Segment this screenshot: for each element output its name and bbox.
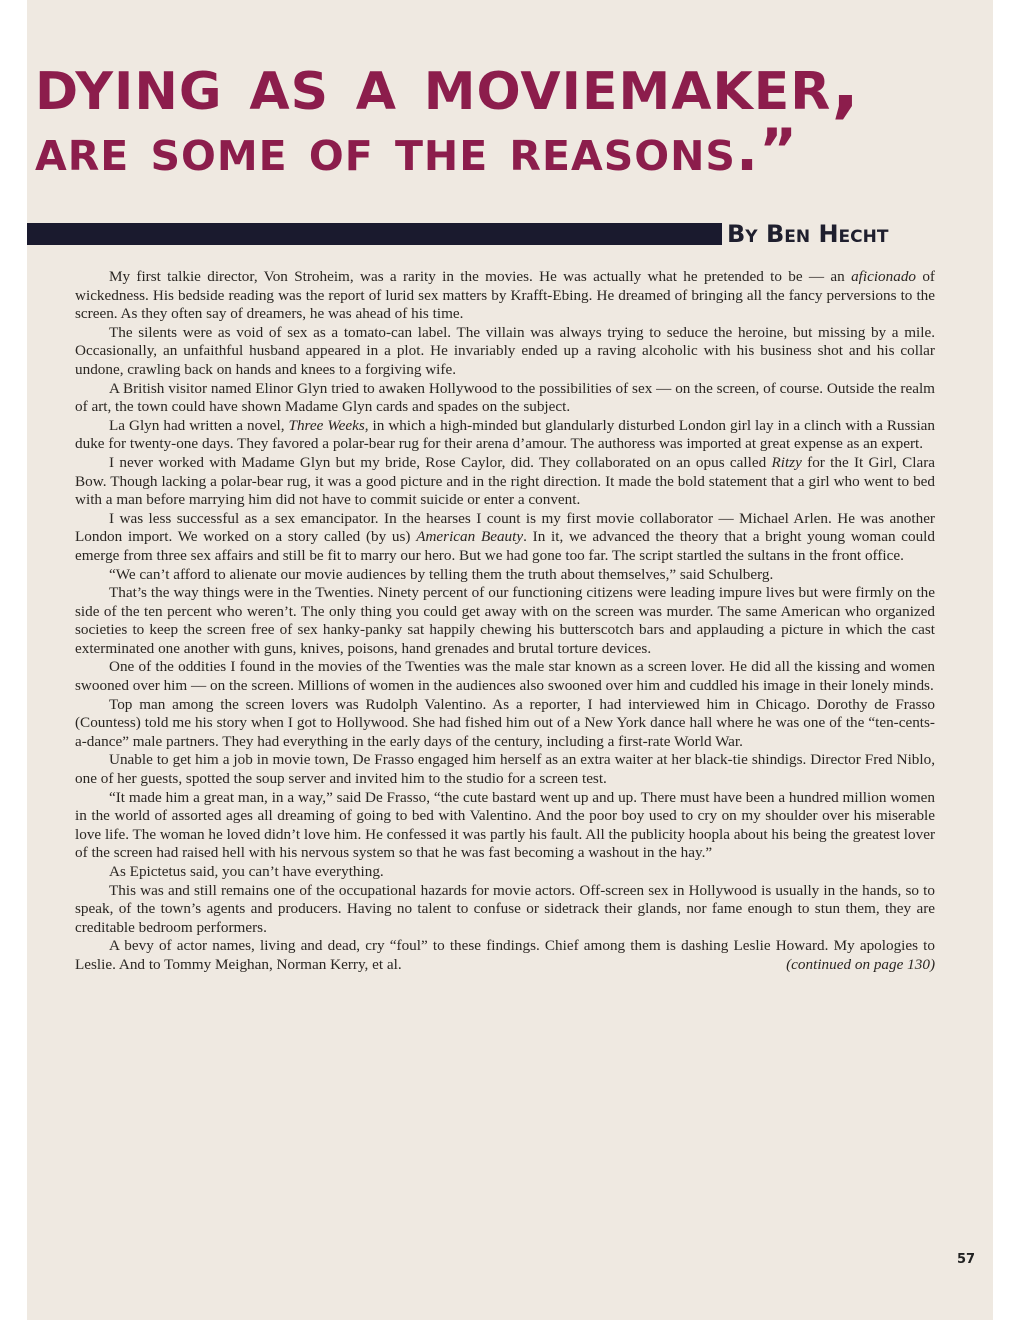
article-paragraph [75,454,935,510]
headline [35,41,985,184]
paragraph-text: My first talkie director, Von Stroheim, was a rarity in the movies. He was actually what he pretended to be — an [109,268,852,285]
paragraph-text: , in which a high-minded but glandularly disturbed London girl lay in a clinch with a Russian duke for twenty-one days. They favored a polar-bear rug for their arena d’amour. The authoress was imported at great expense as an expert. [75,416,935,453]
article-paragraph [75,751,935,788]
paragraph-text: I never worked with Madame Glyn but my bride, Rose Caylor, did. They collaborated on an opus called [109,453,772,471]
paragraph-text: of wickedness. His bedside reading was the report of lurid sex matters by Krafft-Ebing. He dreamed of bringing all the fancy perversions to the screen. As they often say of dreamers, he was ahead of his time. [75,268,935,323]
article-paragraph [75,789,935,863]
paragraph-text: That’s the way things were in the Twenties. Ninety percent of our functioning citizens were leading impure lives but were firmly on the side of the ten percent who weren’t. The only thing you could get away with on the screen was murder. The same American who organized societies to keep the screen free of sex hanky-panky sat happily chewing his butterscotch bars and applauding a picture in which the cast exterminated one another with guns, knives, poisons, hand grenades and brutal torture devices. [75,584,935,657]
article-paragraph [75,510,935,566]
paragraph-text: This was and still remains one of the occupational hazards for movie actors. Off-screen sex in Hollywood is usually in the hands, so to speak, of the town’s agents and producers. Having no talent to confuse or sidetrack their glands, nor fame enough to stun them, they are creditable bedroom performers. [75,881,935,936]
article-paragraph [75,324,935,380]
paragraph-text: Unable to get him a job in movie town, De Frasso engaged him herself as an extra waiter at her black-tie shindigs. Director Fred Niblo, one of her guests, spotted the soup server and invited him to the studio for a screen test. [75,751,935,788]
paragraph-text: . In it, we advanced the theory that a bright young woman could emerge from three sex affairs and still be fit to marry our hero. But we had gone too far. The script startled the sultans in the front office. [75,528,935,564]
article-paragraph [75,658,935,695]
byline: By Ben Hecht [727,220,889,248]
italic-title: Ritzy [771,453,802,471]
continued-note: (continued on page 130) [786,955,935,973]
article-paragraph [75,584,935,658]
headline-line-2: are some of the reasons.” [35,116,799,184]
article-paragraph [75,268,935,324]
article-paragraph [75,882,935,938]
paragraph-text: One of the oddities I found in the movies of the Twenties was the male star known as a screen lover. He did all the kissing and women swooned over him — on the screen. Millions of women in the audiences also swooned over him and cuddled his image in their lonely minds. [75,658,935,695]
paragraph-text: for the It Girl, Clara Bow. Though lacking a polar-bear rug, it was a good picture and in the right direction. It made the bold statement that a girl who went to bed with a man before marrying him did not have to commit suicide or enter a convent. [75,453,935,509]
article-body [75,268,935,975]
paragraph-text: La Glyn had written a novel, [109,416,289,434]
paragraph-text: As Epictetus said, you can’t have everything. [109,863,384,880]
paragraph-text: “We can’t afford to alienate our movie audiences by telling them the truth about themselves,” said Schulberg. [109,565,774,583]
article-paragraph [75,863,935,882]
byline-bar [27,223,722,245]
italic-title: American Beauty [416,528,524,546]
paragraph-text: “It made him a great man, in a way,” said De Frasso, “the cute bastard went up and up. There must have been a hundred million women in the world of assorted ages all dreaming of going to bed with Valentino. And the poor boy used to cry on my shoulder over his miserable love life. The woman he loved didn’t love him. He confessed it was partly his fault. All the publicity hoopla about his being the greatest lover of the screen had raised hell with his nervous system so that he was fast becoming a washout in the hay.” [75,788,935,862]
paragraph-text: Top man among the screen lovers was Rudolph Valentino. As a reporter, I had interviewed him in Chicago. Dorothy de Frasso (Countess) told me his story when I got to Hollywood. She had fished him out of a New York dance hall where he was one of the “ten-cents-a-dance” male partners. They had everything in the early days of the century, including a first-rate World War. [75,695,935,750]
article-paragraph [75,417,935,454]
byline-row [27,220,993,252]
article-paragraph [75,937,935,974]
article-paragraph [75,696,935,752]
headline-line-1: dying as a moviemaker, [35,41,861,127]
article-paragraph [75,380,935,417]
article-paragraph [75,566,935,585]
page-number: 57 [957,1252,976,1267]
italic-title: Three Weeks [288,416,365,434]
magazine-page [27,0,993,1320]
paragraph-text: The silents were as void of sex as a tomato-can label. The villain was always trying to seduce the heroine, but missing by a mile. Occasionally, an unfaithful husband appeared in a plot. He invariably ended up a raving alcoholic with his business shot and his collar undone, crawling back on hands and knees to a forgiving wife. [75,323,935,378]
paragraph-text: A British visitor named Elinor Glyn tried to awaken Hollywood to the possibilities of sex — on the screen, of course. Outside the realm of art, the town could have shown Madame Glyn cards and spades on the subject. [75,379,935,416]
italic-title: aficionado [851,268,917,285]
paragraph-text: I was less successful as a sex emancipator. In the hearses I count is my first movie collaborator — Michael Arlen. He was another London import. We worked on a story called (by us) [75,509,935,546]
paragraph-text: A bevy of actor names, living and dead, cry “foul” to these findings. Chief among them is dashing Leslie Howard. My apologies to Leslie. And to Tommy Meighan, Norman Kerry, et al. [75,937,935,973]
